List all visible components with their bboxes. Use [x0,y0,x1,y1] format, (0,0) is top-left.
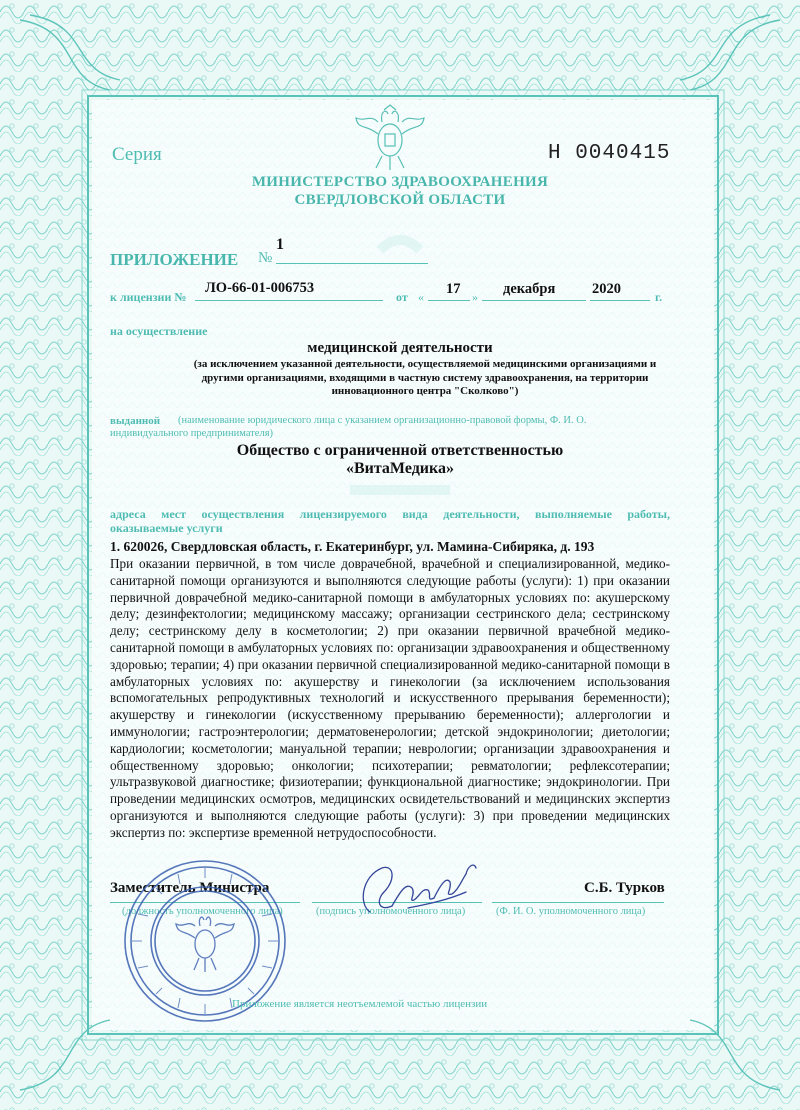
appendix-number-underline [276,263,428,264]
activity-note: (за исключением указанной деятельности, осуществляемой медицинскими организациями и другими организациями, входящими в частную систему здравоохранения, на территории инновационного центра "Сколково") [193,358,657,397]
month-underline [482,300,586,301]
license-number-underline [195,300,383,301]
caption-signature: (подпись уполномоченного лица) [316,906,466,917]
series-label: Серия [112,144,162,165]
license-number: ЛО-66-01-006753 [205,280,315,296]
addresses-label-line2: оказываемые услуги [110,521,223,535]
appendix-label: ПРИЛОЖЕНИЕ [110,250,239,269]
official-title: Заместитель Министра [110,880,270,896]
quote-close: » [472,290,478,304]
double-headed-eagle-icon [352,104,428,172]
activity-name: медицинской деятельности [307,340,493,356]
official-name: С.Б. Турков [584,880,665,896]
day-underline [428,300,470,301]
company-name-line1: Общество с ограниченной ответственностью [236,442,564,459]
services-text: При оказании первичной, в том числе доврачебной, врачебной и специализированной, медико-санитарной помощи организуются и выполняются следующие работы (услуги): 1) при оказании первичной доврачебной медико-санитарной помощи в амбулаторных условиях по: акушерскому делу; дезинфектологии; медицинскому массажу; организации сестринского дела; сестринскому делу; сестринскому делу в косметологии; 2) при оказании первичной врачебной медико-санитарной помощи в амбулаторных условиях по: организации здравоохранения и общественному здоровью; терапии; 4) при оказании первичной специализированной медико-санитарной помощи в амбулаторных условиях по: акушерству и гинекологии (за исключением использования вспомогательных репродуктивных технологий и искусственного прерывания беременности); акушерству и гинекологии (искусственному прерыванию беременности); аллергологии и иммунологии; гастроэнтерологии; дерматовенерологии; детской эндокринологии; диетологии; кардиологии; косметологии; мануальной терапии; неврологии; организации здравоохранения и общественному здоровью; онкологии; психотерапии; ревматологии; рефлексотерапии; ультразвуковой диагностике; физиотерапии; функциональной диагностике; эндокринологии. При проведении медицинских осмотров, медицинских освидетельствований и медицинских экспертиз организуются и выполняются следующие работы (услуги): 3) при проведении медицинских экспертиз по: экспертизе временной нетрудоспособности. [110,556,670,840]
license-day: 17 [446,281,461,297]
company-name-line2: «ВитаМедика» [345,460,454,477]
caption-position: (должность уполномоченного лица) [122,906,283,917]
handwritten-signature [348,852,498,932]
issued-label: выданной [110,415,161,427]
appendix-number: 1 [276,236,284,253]
name-underline [492,902,664,903]
activity-label: на осуществление [110,324,208,338]
appendix-number-sign: № [258,250,273,266]
address-line: 1. 620026, Свердловская область, г. Екатеринбург, ул. Мамина-Сибиряка, д. 193 [110,539,595,554]
ministry-name-line2: СВЕРДЛОВСКОЙ ОБЛАСТИ [294,192,506,208]
addresses-label-line1: адреса мест осуществления лицензируемого вида деятельности, выполняемые работы, [110,507,670,521]
ministry-name-line1: МИНИСТЕРСТВО ЗДРАВООХРАНЕНИЯ [251,174,549,190]
issued-note-line1: (наименование юридического лица с указанием организационно-правовой формы, Ф. И. О. [178,415,587,426]
year-suffix: г. [655,290,663,304]
year-underline [590,300,650,301]
license-label: к лицензии № [110,290,187,304]
issued-note-line2: индивидуального предпринимателя) [110,428,274,439]
quote-open: « [418,290,424,304]
license-month: декабря [503,281,556,297]
license-year: 2020 [592,281,621,297]
from-label: от [396,290,408,304]
series-number: Н 0040415 [548,142,671,165]
caption-name: (Ф. И. О. уполномоченного лица) [496,906,646,917]
footer-note: Приложение является неотъемлемой частью лицензии [232,998,488,1010]
